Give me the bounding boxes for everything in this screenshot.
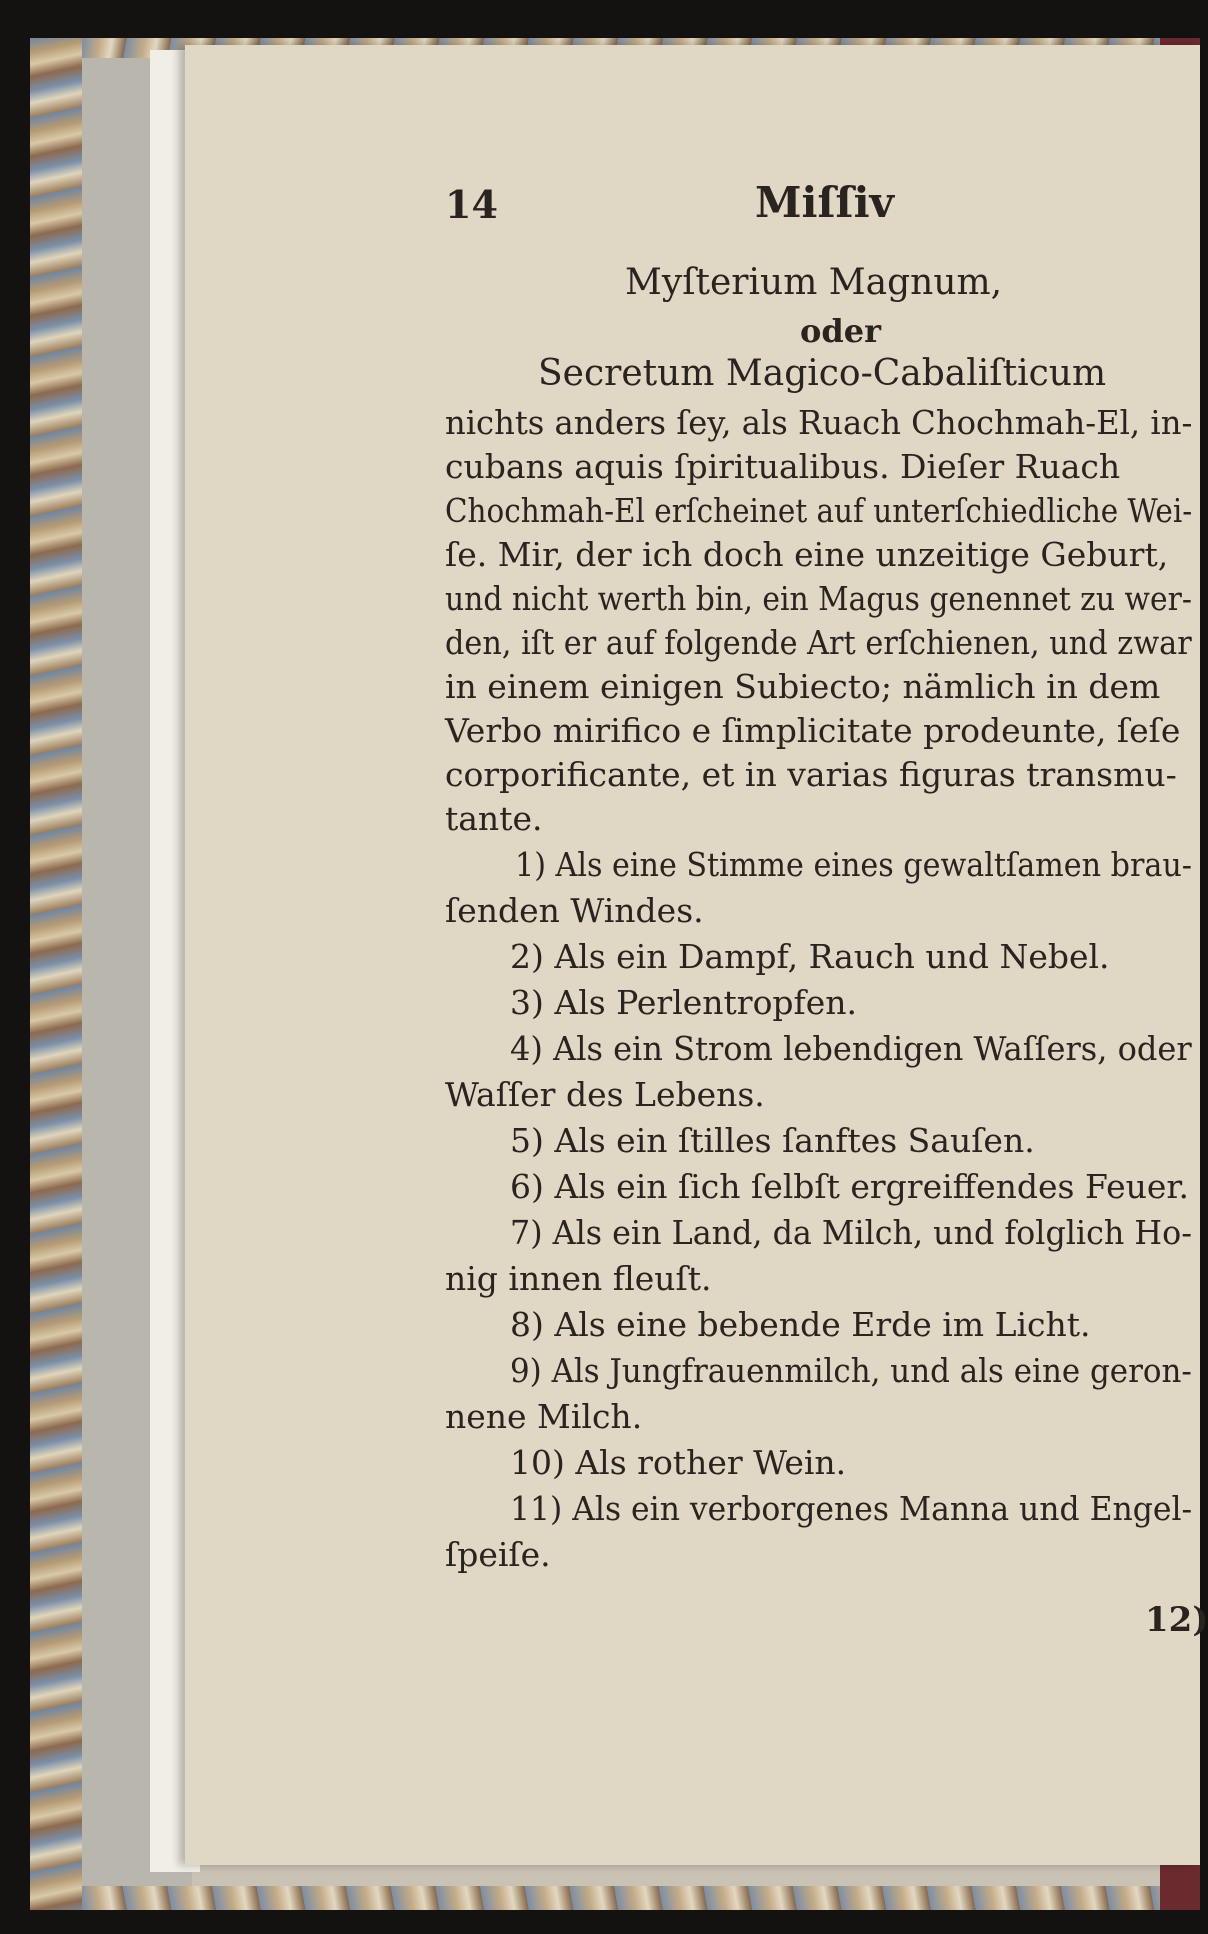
text-line: ſpeiſe.: [445, 1535, 551, 1574]
text-line: 7) Als ein Land, da Milch, und folglich Ho-: [510, 1213, 1192, 1252]
title-line-3: Secretum Magico-Cabaliſticum: [538, 353, 1107, 394]
text-line: 2) Als ein Dampf, Rauch und Nebel.: [510, 937, 1110, 976]
title-line-2: oder: [800, 312, 881, 350]
marbled-cover-bottom: [82, 1886, 1200, 1910]
text-line: ſe. Mir, der ich doch eine unzeitige Geburt,: [445, 535, 1169, 574]
marbled-cover-left: [30, 38, 82, 1910]
text-line: den, iſt er auf folgende Art erſchienen, und zwar: [445, 623, 1192, 662]
running-head: Miſſiv: [755, 178, 894, 227]
text-line: nichts anders ſey, als Ruach Chochmah-El, in-: [445, 403, 1193, 442]
text-line: in einem einigen Subiecto; nämlich in dem: [445, 667, 1161, 706]
text-line: ſenden Windes.: [445, 891, 704, 930]
text-line: 11) Als ein verborgenes Manna und Engel-: [510, 1489, 1193, 1528]
text-line: 1) Als eine Stimme eines gewaltſamen brau-: [515, 845, 1192, 884]
text-line: Waſſer des Lebens.: [445, 1075, 765, 1114]
text-line: Verbo mirifico e ſimplicitate prodeunte, ſeſe: [445, 711, 1181, 750]
title-line-1: Myſterium Magnum,: [625, 262, 1003, 303]
text-line: 10) Als rother Wein.: [510, 1443, 847, 1482]
text-line: 9) Als Jungfrauenmilch, und als eine geron-: [510, 1351, 1192, 1390]
text-line: 5) Als ein ſtilles ſanftes Sauſen.: [510, 1121, 1035, 1160]
text-line: tante.: [445, 799, 543, 838]
text-line: nene Milch.: [445, 1397, 643, 1436]
text-line: cubans aquis ſpiritualibus. Dieſer Ruach: [445, 447, 1121, 486]
text-line: nig innen fleuſt.: [445, 1259, 712, 1298]
text-line: 6) Als ein ſich ſelbſt ergreiffendes Feuer.: [510, 1167, 1190, 1206]
text-line: 4) Als ein Strom lebendigen Waſſers, oder: [510, 1029, 1192, 1068]
text-line: 3) Als Perlentropfen.: [510, 983, 858, 1022]
text-line: 8) Als eine bebende Erde im Licht.: [510, 1305, 1091, 1344]
text-line: corporificante, et in varias figuras transmu-: [445, 755, 1177, 794]
text-line: Chochmah-El erſcheinet auf unterſchiedliche Wei-: [445, 491, 1193, 530]
catchword: 12): [1145, 1600, 1208, 1640]
text-line: und nicht werth bin, ein Magus genennet zu wer-: [445, 579, 1192, 618]
page-number: 14: [445, 182, 498, 227]
